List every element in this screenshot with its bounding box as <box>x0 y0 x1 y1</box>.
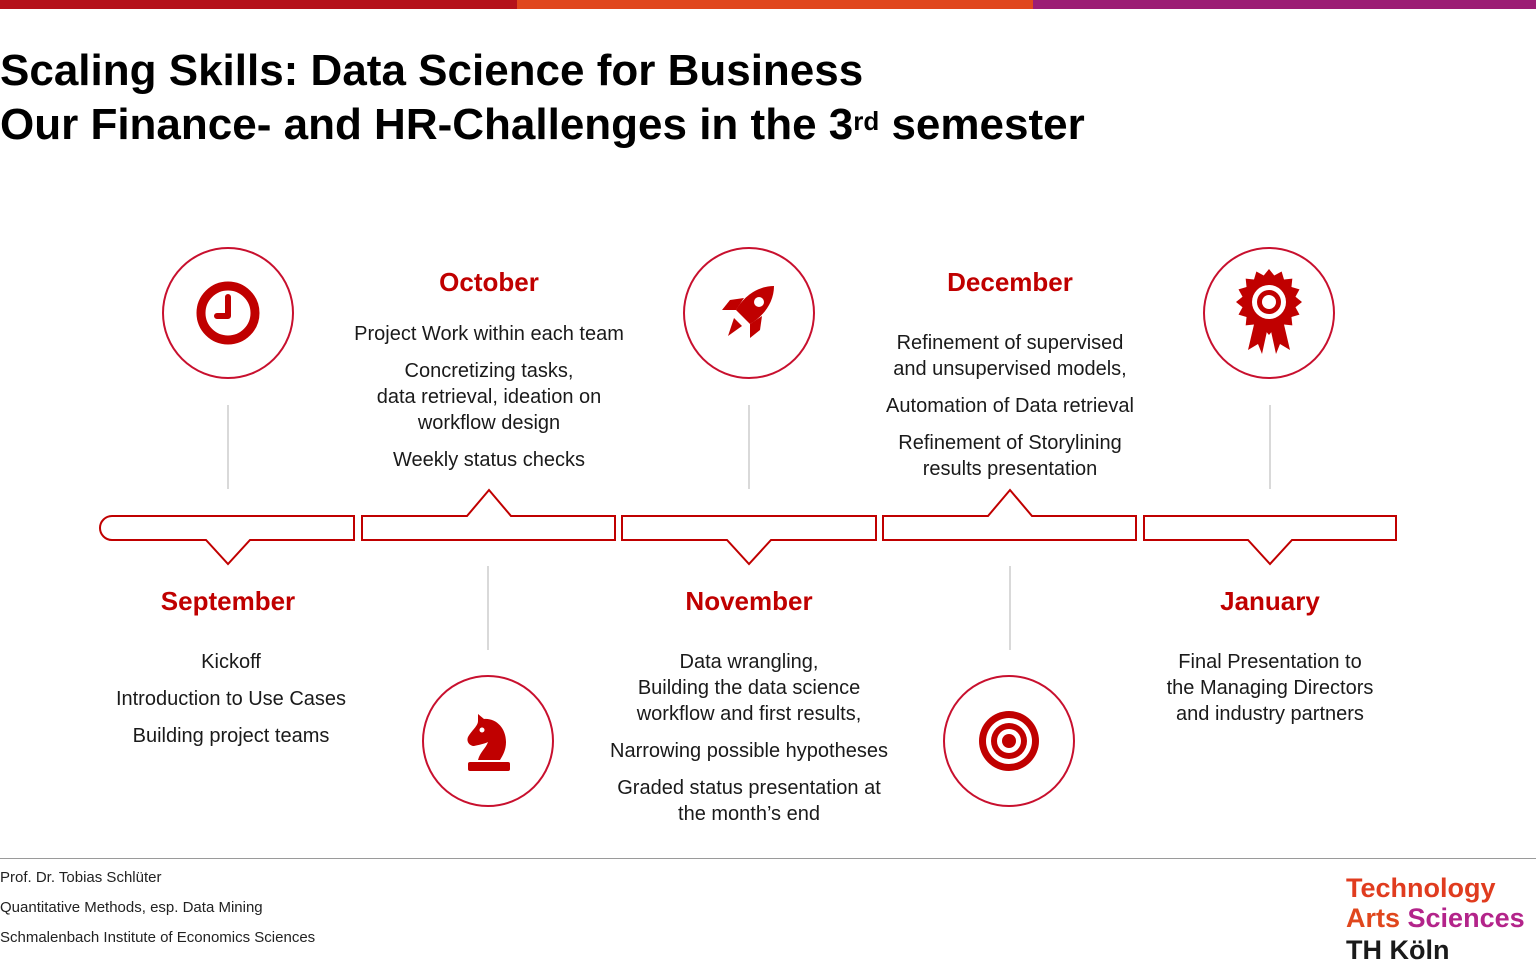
december-item: Refinement of supervised <box>896 332 1124 354</box>
december-icon-circle <box>943 675 1075 807</box>
november-icon-circle <box>683 247 815 379</box>
clock-icon <box>195 280 261 346</box>
month-january: January <box>1220 586 1320 616</box>
logo-sciences: Sciences <box>1407 903 1525 933</box>
timeline-segment-september <box>100 516 354 564</box>
october-item: Weekly status checks <box>393 449 585 471</box>
november-item: Building the data science <box>637 677 861 699</box>
footer-chair: Quantitative Methods, esp. Data Mining <box>0 899 263 916</box>
october-icon-circle <box>422 675 554 807</box>
september-icon-circle <box>162 247 294 379</box>
month-november: November <box>685 586 813 616</box>
title-line-2 <box>0 98 1085 152</box>
timeline-segment-december <box>883 490 1136 540</box>
december-item: Refinement of Storylining <box>898 432 1122 454</box>
top-bar-purple <box>1033 0 1536 9</box>
december-item: and unsupervised models, <box>893 358 1127 380</box>
september-item: Building project teams <box>132 725 330 747</box>
footer-author: Prof. Dr. Tobias Schlüter <box>0 869 162 886</box>
footer-institute: Schmalenbach Institute of Economics Sciences <box>0 929 316 946</box>
month-october: October <box>439 267 539 297</box>
target-icon <box>976 708 1042 774</box>
title-superscript: rd <box>853 106 880 136</box>
september-item: Kickoff <box>201 651 261 673</box>
top-bar-orange <box>517 0 1033 9</box>
december-item: Automation of Data retrieval <box>886 395 1134 417</box>
title-line-2-end: semester <box>879 100 1085 149</box>
november-details <box>584 649 914 838</box>
top-bar-red <box>0 0 517 9</box>
footer-divider <box>0 858 1536 859</box>
november-item: workflow and first results, <box>636 703 862 725</box>
rocket-icon <box>714 278 784 348</box>
chess-knight-icon <box>460 708 516 774</box>
logo-technology: Technology <box>1346 873 1496 903</box>
timeline-segment-january <box>1144 516 1396 564</box>
november-item: Data wrangling, <box>679 651 819 673</box>
logo-arts: Arts <box>1346 903 1401 933</box>
january-item: the Managing Directors <box>1166 677 1374 699</box>
title-line-1: Scaling Skills: Data Science for Business <box>0 46 864 95</box>
november-item: Narrowing possible hypotheses <box>610 740 888 762</box>
timeline <box>0 470 1536 580</box>
award-icon <box>1232 268 1306 358</box>
october-item: data retrieval, ideation on <box>376 386 602 408</box>
november-item: the month’s end <box>678 803 820 825</box>
month-december: December <box>947 267 1073 297</box>
october-item: Concretizing tasks, <box>404 360 574 382</box>
logo-th-koeln: TH Köln <box>1346 935 1450 965</box>
december-item: results presentation <box>922 458 1098 480</box>
october-item: workflow design <box>417 412 561 434</box>
title-line-2-text: Our Finance- and HR-Challenges in the 3 <box>0 100 854 149</box>
september-item: Introduction to Use Cases <box>115 688 347 710</box>
logo-arts-sciences <box>1346 903 1525 933</box>
september-details <box>66 649 396 760</box>
january-icon-circle <box>1203 247 1335 379</box>
timeline-segment-november <box>622 516 876 564</box>
december-details <box>845 330 1175 493</box>
january-details <box>1105 649 1435 738</box>
october-details <box>324 321 654 484</box>
january-item: and industry partners <box>1176 703 1364 725</box>
november-item: Graded status presentation at <box>617 777 881 799</box>
october-item: Project Work within each team <box>354 323 624 345</box>
month-september: September <box>160 586 296 616</box>
timeline-segment-october <box>362 490 615 540</box>
january-item: Final Presentation to <box>1178 651 1362 673</box>
